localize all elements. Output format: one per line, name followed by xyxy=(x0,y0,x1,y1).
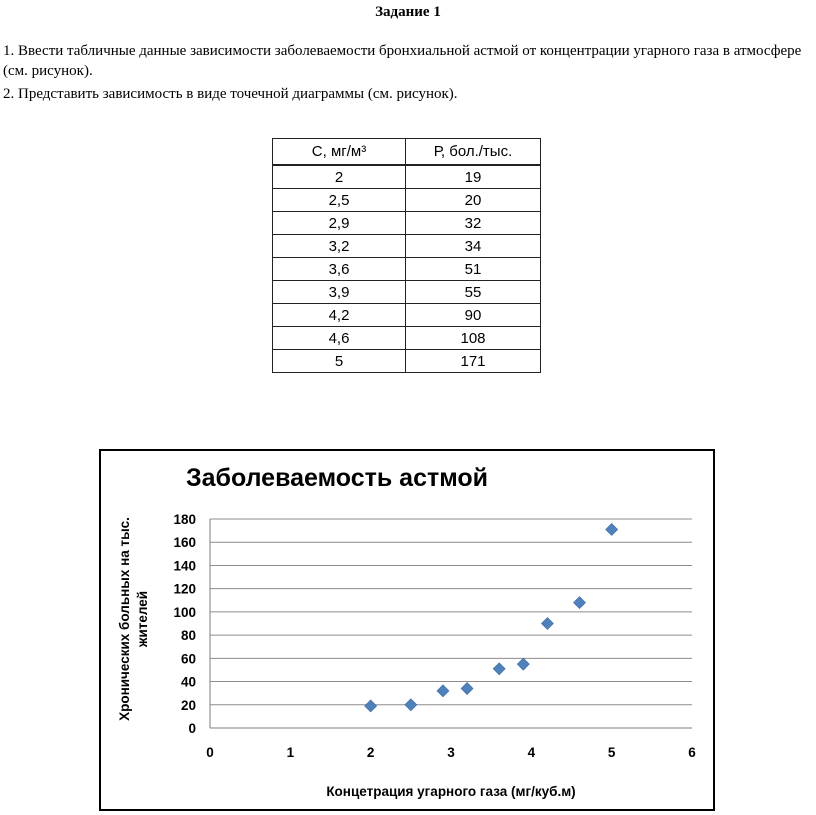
header-concentration: С, мг/м³ xyxy=(273,139,406,166)
cell-concentration: 2 xyxy=(273,165,406,189)
data-points xyxy=(365,523,618,711)
y-tick-label: 140 xyxy=(173,558,196,574)
cell-incidence: 20 xyxy=(406,189,541,212)
y-tick-label: 60 xyxy=(180,651,196,667)
y-tick-label: 180 xyxy=(173,512,196,527)
scatter-chart xyxy=(101,451,713,809)
data-point xyxy=(405,699,417,711)
table-header-row xyxy=(273,139,541,166)
cell-concentration: 3,6 xyxy=(273,258,406,281)
data-point xyxy=(606,523,618,535)
y-tick-label: 160 xyxy=(173,535,196,551)
table-row xyxy=(273,350,541,373)
cell-incidence: 171 xyxy=(406,350,541,373)
assignment-heading: Задание 1 xyxy=(375,4,441,20)
x-axis-label: Концетрация угарного газа (мг/куб.м) xyxy=(326,784,576,799)
y-tick-label: 120 xyxy=(173,581,196,597)
table-row xyxy=(273,258,541,281)
table-row xyxy=(273,304,541,327)
data-point xyxy=(517,658,529,670)
table-row xyxy=(273,212,541,235)
y-tick-labels xyxy=(173,512,196,736)
x-tick-labels xyxy=(206,745,696,760)
data-point xyxy=(574,597,586,609)
chart-title: Заболеваемость астмой xyxy=(185,464,489,492)
data-point xyxy=(493,663,505,675)
y-tick-label: 40 xyxy=(180,674,196,690)
x-tick-label: 6 xyxy=(688,745,696,760)
cell-concentration: 2,5 xyxy=(273,189,406,212)
x-tick-label: 1 xyxy=(286,745,295,760)
cell-concentration: 5 xyxy=(273,350,406,373)
cell-concentration: 4,2 xyxy=(273,304,406,327)
cell-concentration: 2,9 xyxy=(273,212,406,235)
x-tick-label: 4 xyxy=(527,745,536,760)
cell-concentration: 3,2 xyxy=(273,235,406,258)
y-axis-label-line1: Хронических больных на тыс. xyxy=(117,517,132,721)
cell-incidence: 108 xyxy=(406,327,541,350)
cell-incidence: 51 xyxy=(406,258,541,281)
y-axis-label-line2: жителей xyxy=(135,590,150,648)
x-tick-label: 0 xyxy=(206,745,214,760)
table-row xyxy=(273,189,541,212)
data-point xyxy=(541,618,553,630)
cell-concentration: 3,9 xyxy=(273,281,406,304)
table-row xyxy=(273,327,541,350)
y-tick-label: 100 xyxy=(173,604,196,620)
task-2-text: 2. Представить зависимость в виде точечной диаграммы (см. рисунок). xyxy=(3,86,458,102)
y-tick-label: 0 xyxy=(188,721,196,736)
y-tick-label: 80 xyxy=(180,628,196,644)
x-tick-label: 5 xyxy=(607,745,616,760)
data-point xyxy=(437,685,449,697)
cell-incidence: 90 xyxy=(406,304,541,327)
grid-lines xyxy=(210,519,692,728)
data-point xyxy=(365,700,377,712)
table-row xyxy=(273,165,541,189)
cell-incidence: 32 xyxy=(406,212,541,235)
chart-frame xyxy=(99,449,715,811)
cell-incidence: 55 xyxy=(406,281,541,304)
header-incidence: Р, бол./тыс. xyxy=(406,139,541,166)
table-row xyxy=(273,235,541,258)
cell-incidence: 34 xyxy=(406,235,541,258)
data-table xyxy=(272,138,541,373)
x-tick-label: 2 xyxy=(366,745,375,760)
table-row xyxy=(273,281,541,304)
data-point xyxy=(461,683,473,695)
task-1-text: 1. Ввести табличные данные зависимости заболеваемости бронхиальной астмой от концентрации угарного газа в атмосфере (см. рисунок). xyxy=(3,43,802,79)
y-tick-label: 20 xyxy=(180,697,196,713)
cell-incidence: 19 xyxy=(406,165,541,189)
cell-concentration: 4,6 xyxy=(273,327,406,350)
x-tick-label: 3 xyxy=(447,745,455,760)
